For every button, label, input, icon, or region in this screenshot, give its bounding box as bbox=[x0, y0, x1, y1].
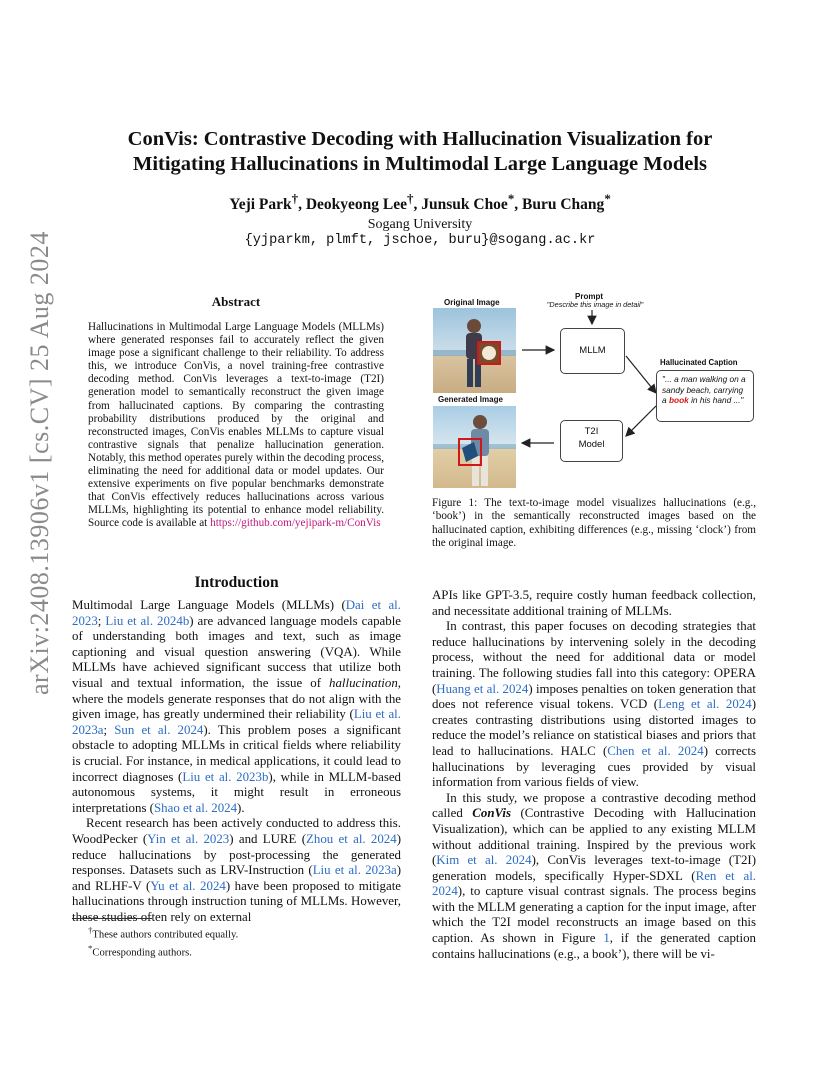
abstract-heading: Abstract bbox=[211, 294, 261, 309]
footnote-divider bbox=[72, 918, 152, 919]
text-run: ) creates contrasting distributions using distorted images to reduce the model’s reliance on statistical biases and priors that lead to hallucinations. HALC ( bbox=[432, 697, 756, 758]
text-run: ) and LURE ( bbox=[229, 831, 306, 846]
arrow-mllm-to-caption bbox=[626, 356, 656, 393]
title-line-1: ConVis: Contrastive Decoding with Hallucination Visualization for bbox=[127, 128, 713, 150]
text-run: ) imposes penalties on token generation that does not reference visual tokens. VCD ( bbox=[432, 681, 756, 712]
figure-reference-link[interactable]: 1 bbox=[603, 931, 610, 946]
text-run: ) are advanced language models capable of understanding both images and text, such as image captioning and visual question answering (VQA). While MLLMs have achieved significant success that utilize both visual and textual information, the issue of bbox=[72, 613, 401, 690]
method-name: ConVis bbox=[472, 806, 511, 821]
text-run: ) and RLHF-V ( bbox=[72, 863, 401, 893]
text-run: , if the generated caption contains hallucinations (e.g., a book’), there will be vi- bbox=[432, 931, 756, 961]
author-name: Junsuk Choe bbox=[421, 196, 508, 214]
text-run: In contrast, this paper focuses on decoding strategies that reduce hallucinations by intervening solely in the decoding process, without the need for additional data or model training. The following studies fall into this category: OPERA ( bbox=[432, 619, 756, 696]
t2i-label-1: T2I bbox=[584, 426, 599, 437]
title-line-2: Mitigating Hallucinations in Multimodal Large Language Models bbox=[132, 153, 708, 175]
author-name: Yeji Park bbox=[229, 196, 292, 214]
hallucinated-caption-box bbox=[656, 370, 754, 422]
generated-image-label: Generated Image bbox=[438, 395, 503, 404]
hallucinated-word: book bbox=[668, 395, 689, 405]
author-emails: {yjparkm, plmft, jschoe, buru}@sogang.ac.kr bbox=[244, 233, 596, 248]
citation-link[interactable]: Liu et al. 2023a bbox=[312, 863, 397, 878]
author-mark: * bbox=[507, 191, 515, 206]
t2i-model-box bbox=[560, 420, 623, 462]
citation-link[interactable]: Huang et al. 2024 bbox=[436, 681, 529, 696]
prompt-text: "Describe this image in detail" bbox=[546, 300, 644, 309]
paper-title bbox=[100, 127, 740, 177]
emphasis-term: hallucination bbox=[329, 675, 398, 690]
author-name: Buru Chang bbox=[522, 196, 605, 214]
author-list: Yeji Park†, Deokyeong Lee†, Junsuk Choe*, Buru Chang* bbox=[229, 191, 611, 214]
text-run: ). This problem poses a significant obstacle to adopting MLLMs in critical fields where reliability is crucial. For instance, in medical applications, it could lead to incorrect diagnoses ( bbox=[72, 722, 401, 784]
original-image-label: Original Image bbox=[444, 298, 500, 307]
right-column-body bbox=[432, 588, 756, 962]
abstract-body bbox=[88, 321, 384, 531]
text-run: ; bbox=[97, 613, 106, 628]
citation-link[interactable]: Kim et al. 2024 bbox=[436, 853, 532, 868]
footnote-mark: † bbox=[88, 925, 93, 935]
hallucinated-caption-label: Hallucinated Caption bbox=[660, 358, 738, 367]
caption-text-post: in his hand ..." bbox=[691, 395, 744, 405]
author-name: Deokyeong Lee bbox=[305, 196, 408, 214]
author-mark: * bbox=[604, 191, 611, 206]
citation-link[interactable]: Yu et al. 2024 bbox=[150, 878, 226, 893]
abstract-text: Hallucinations in Multimodal Large Language Models (MLLMs) where generated responses fail to accurately reflect the given image pose a significant challenge to their reliability. To address this, we introduce ConVis, a novel training-free contrastive decoding method. ConVis leverages a text-to-image (T2I) generation model to semantically reconstruct the given image from hallucinated captions. By comparing the contrasting probability distributions produced by the original and reconstructed images, ConVis enables MLLMs to capture visual contrastive signals that penalize hallucination generation. Notably, this method operates purely within the decoding process, eliminating the need for additional data or model updates. Our extensive experiments on five popular benchmarks demonstrate that ConVis effectively reduces hallucinations across various MLLMs, highlighting its potential to enhance model reliability. Source code is available at bbox=[88, 321, 384, 530]
citation-link[interactable]: Liu et al. 2023b bbox=[182, 769, 269, 784]
citation-link[interactable]: Ren et al. 2024 bbox=[432, 868, 757, 899]
text-run: ) reduce hallucinations by post-processing the generated responses. Datasets such as LRV-Instruction ( bbox=[72, 831, 401, 878]
introduction-body bbox=[72, 598, 401, 925]
arrow-caption-to-t2i bbox=[626, 406, 656, 436]
citation-link[interactable]: Leng et al. 2024 bbox=[658, 697, 752, 712]
body-paragraph bbox=[432, 619, 756, 791]
text-run: Recent research has been actively conducted to address this. WoodPecker ( bbox=[72, 816, 401, 846]
text-run: ) have been proposed to mitigate hallucinations through instruction tuning of MLLMs. However, these studies often rely on external bbox=[72, 878, 401, 924]
t2i-label-2: Model bbox=[578, 439, 605, 450]
footnote-mark: * bbox=[88, 943, 93, 954]
caption-text-pre: "... a man walking on a sandy beach, carrying a bbox=[662, 374, 746, 405]
mllm-box: MLLM bbox=[560, 328, 625, 374]
prompt-label: Prompt bbox=[575, 292, 603, 301]
citation-link[interactable]: Liu et al. 2023a bbox=[72, 707, 401, 737]
introduction-heading: Introduction bbox=[194, 574, 279, 591]
body-paragraph bbox=[432, 791, 756, 963]
citation-link[interactable]: Sun et al. 2024 bbox=[114, 722, 204, 737]
text-run: ) corrects hallucinations by leveraging cues provided by visual information from various fields of view. bbox=[432, 743, 756, 790]
footnote-text: These authors contributed equally. bbox=[92, 929, 239, 941]
citation-link[interactable]: Yin et al. 2023 bbox=[147, 831, 230, 846]
text-run: Multimodal Large Language Models (MLLMs) ( bbox=[72, 598, 346, 612]
footnote-corresponding bbox=[88, 942, 388, 960]
citation-link[interactable]: Chen et al. 2024 bbox=[607, 743, 704, 758]
figure-caption: Figure 1: The text-to-image model visualizes hallucinations (e.g., ‘book’) in the semantically reconstructed images based on the hallucinated caption, exhibiting differences (e.g., missing ‘clock’) from the original image. bbox=[432, 497, 756, 549]
intro-paragraph bbox=[72, 816, 401, 925]
intro-paragraph bbox=[72, 598, 401, 816]
text-run: In this study, we propose a contrastive decoding method called bbox=[432, 790, 756, 821]
citation-link[interactable]: Liu et al. 2024b bbox=[105, 613, 190, 628]
citation-link[interactable]: Shao et al. 2024 bbox=[153, 800, 238, 815]
generated-image bbox=[433, 406, 516, 488]
text-run: ; bbox=[103, 722, 115, 737]
affiliation: Sogang University bbox=[367, 217, 473, 232]
source-code-link[interactable]: https://github.com/yejipark-m/ConVis bbox=[210, 517, 381, 530]
citation-link[interactable]: Zhou et al. 2024 bbox=[306, 831, 397, 846]
citation-link[interactable]: Dai et al. 2023 bbox=[72, 598, 401, 628]
text-run: (Contrastive Decoding with Hallucination Visualization), which can be applied to any existing MLLM without additional training. Inspired by the previous work ( bbox=[432, 806, 756, 868]
footnote-equal-contribution bbox=[88, 924, 388, 942]
footnote-text: Corresponding authors. bbox=[92, 947, 192, 959]
text-run: ). bbox=[237, 800, 245, 815]
arxiv-sidebar-stamp: arXiv:2408.13906v1 [cs.CV] 25 Aug 2024 bbox=[25, 231, 54, 695]
body-paragraph: APIs like GPT-3.5, require costly human feedback collection, and necessitate additional training of MLLMs. bbox=[432, 588, 756, 618]
original-image bbox=[433, 308, 516, 393]
text-run: ), while in MLLM-based autonomous systems, it might result in erroneous interpretations ( bbox=[72, 769, 401, 815]
text-run: ), ConVis leverages text-to-image (T2I) generation models, specifically Hyper-SDXL ( bbox=[432, 853, 756, 883]
text-run: , where the models generate responses that do not align with the given image, has greatly undermined their reliability ( bbox=[72, 675, 401, 722]
footnotes bbox=[88, 924, 388, 961]
text-run: ), to capture visual contrast signals. The process begins with the MLLM generating a caption for the input image, after which the T2I model reconstructs an image based on this caption. As shown in Figure bbox=[432, 884, 756, 946]
figure-1 bbox=[430, 288, 760, 488]
author-mark: † bbox=[407, 191, 414, 206]
author-mark: † bbox=[291, 191, 299, 206]
